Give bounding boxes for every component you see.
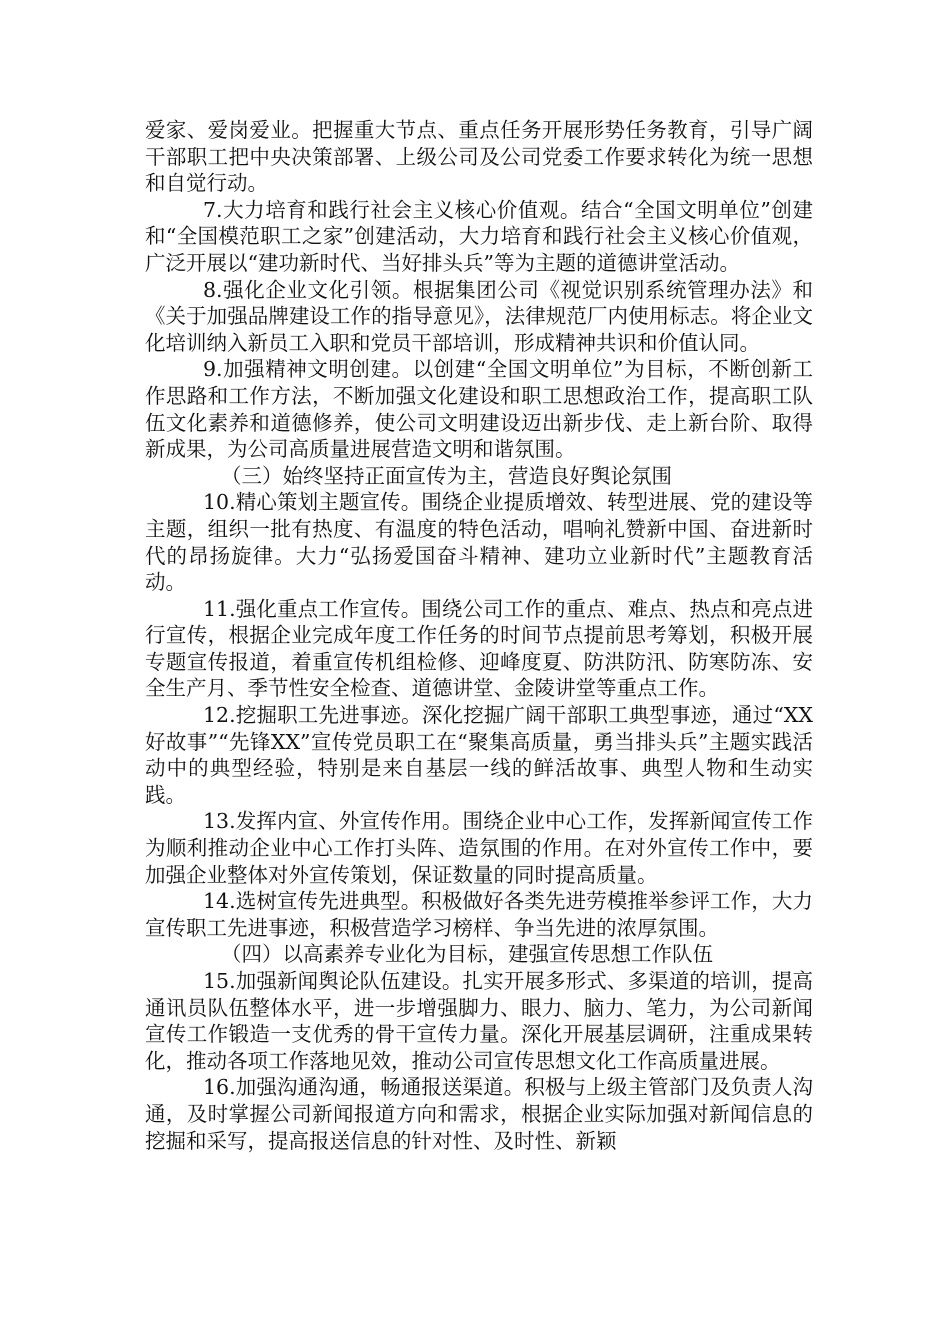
paragraph-item-15: 15.加强新闻舆论队伍建设。扎实开展多形式、多渠道的培训，提高通讯员队伍整体水平，进一步增强脚力、眼力、脑力、笔力，为公司新闻宣传工作锻造一支优秀的骨干宣传力量。深化开展基层调研，注重成果转化，推动各项工作落地见效，推动公司宣传思想文化工作高质量进展。 bbox=[145, 969, 813, 1073]
paragraph-item-9: 9.加强精神文明创建。以创建“全国文明单位”为目标，不断创新工作思路和工作方法，不断加强文化建设和职工思想政治工作，提高职工队伍文化素养和道德修养，使公司文明建设迈出新步伐、走上新台阶、取得新成果，为公司高质量进展营造文明和谐氛围。 bbox=[145, 357, 813, 462]
paragraph-item-8: 8.强化企业文化引领。根据集团公司《视觉识别系统管理办法》和《关于加强品牌建设工作的指导意见》，法律规范厂内使用标志。将企业文化培训纳入新员工入职和党员干部培训，形成精神共识和价值认同。 bbox=[145, 277, 813, 355]
paragraph-item-11: 11.强化重点工作宣传。围绕公司工作的重点、难点、热点和亮点进行宣传，根据企业完成年度工作任务的时间节点提前思考筹划，积极开展专题宣传报道，着重宣传机组检修、迎峰度夏、防洪防汛、防寒防冻、安全生产月、季节性安全检查、道德讲堂、金陵讲堂等重点工作。 bbox=[145, 596, 813, 701]
paragraph-item-10: 10.精心策划主题宣传。围绕企业提质增效、转型进展、党的建设等主题，组织一批有热度、有温度的特色活动，唱响礼赞新中国、奋进新时代的昂扬旋律。大力“弘扬爱国奋斗精神、建功立业新时代”主题教育活动。 bbox=[145, 490, 813, 595]
paragraph-item-7: 7.大力培育和践行社会主义核心价值观。结合“全国文明单位”创建和“全国模范职工之家”创建活动，大力培育和践行社会主义核心价值观，广泛开展以“建功新时代、当好排头兵”等为主题的道德讲堂活动。 bbox=[145, 197, 813, 275]
paragraph-item-12: 12.挖掘职工先进事迹。深化挖掘广阔干部职工典型事迹，通过“XX好故事”“先锋XX”宣传党员职工在“聚集高质量，勇当排头兵”主题实践活动中的典型经验，特别是来自基层一线的鲜活故事、典型人物和生动实践。 bbox=[145, 703, 813, 807]
document-page bbox=[145, 117, 813, 1154]
paragraph-item-16: 16.加强沟通沟通，畅通报送渠道。积极与上级主管部门及负责人沟通，及时掌握公司新闻报道方向和需求，根据企业实际加强对新闻信息的挖掘和采写，提高报送信息的针对性、及时性、新颖 bbox=[145, 1075, 813, 1153]
paragraph-item-14: 14.选树宣传先进典型。积极做好各类先进劳模推举参评工作，大力宣传职工先进事迹，积极营造学习榜样、争当先进的浓厚氛围。 bbox=[145, 889, 813, 940]
section-heading-3: （三）始终坚持正面宣传为主，营造良好舆论氛围 bbox=[221, 463, 672, 488]
section-heading-4: （四）以高素养专业化为目标，建强宣传思想工作队伍 bbox=[221, 942, 713, 967]
paragraph-item-13: 13.发挥内宣、外宣传作用。围绕企业中心工作，发挥新闻宣传工作为顺利推动企业中心工作打头阵、造氛围的作用。在对外宣传工作中，要加强企业整体对外宣传策划，保证数量的同时提高质量。 bbox=[145, 809, 813, 887]
paragraph-continuation: 爱家、爱岗爱业。把握重大节点、重点任务开展形势任务教育，引导广阔干部职工把中央决策部署、上级公司及公司党委工作要求转化为统一思想和自觉行动。 bbox=[145, 118, 813, 196]
